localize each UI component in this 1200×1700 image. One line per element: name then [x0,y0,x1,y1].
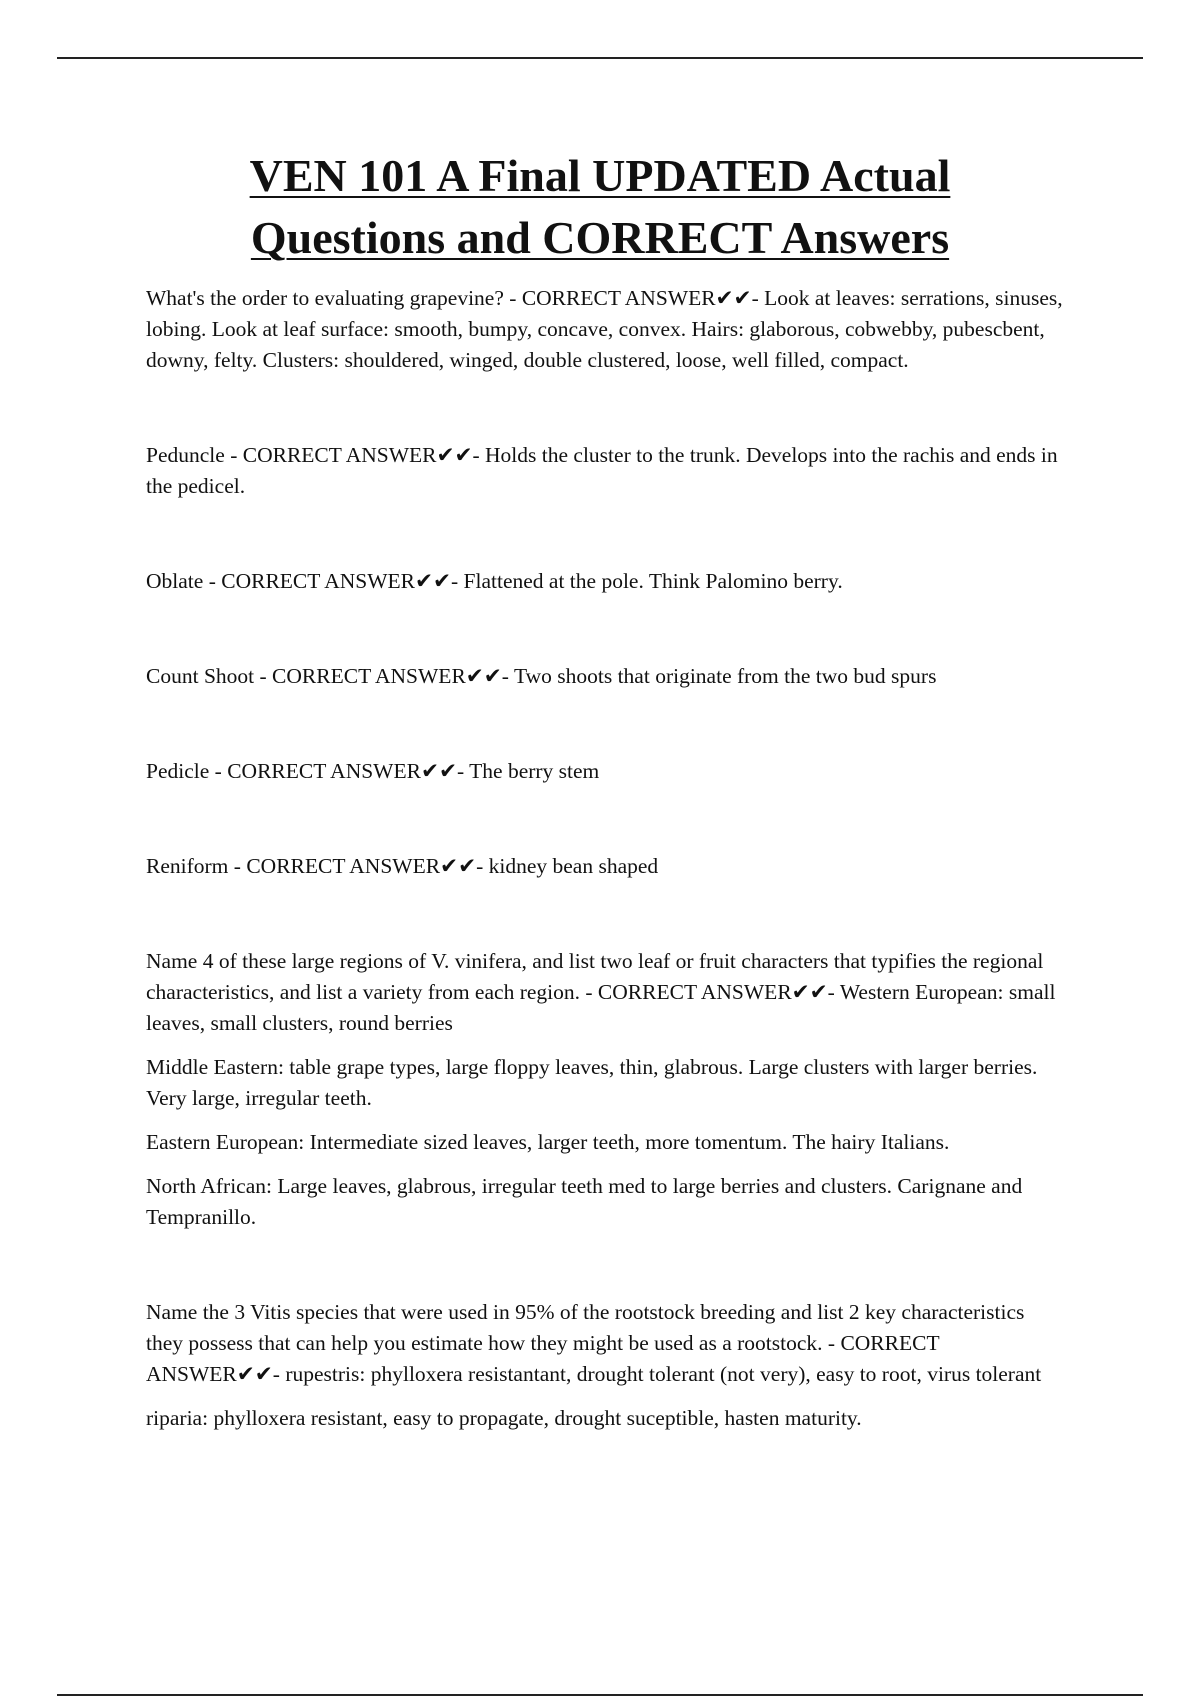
answer-text: Holds the cluster to the trunk. Develops into the rachis and ends in the pedicel. [146,443,1058,498]
qa-first-paragraph [146,851,1066,882]
title-line-2: Questions and CORRECT Answers [250,212,950,263]
answer-text: Two shoots that originate from the two bud spurs [513,664,937,688]
answer-text: Middle Eastern: table grape types, large floppy leaves, thin, glabrous. Large clusters with larger berries. Very large, irregular teeth. [146,1055,1038,1110]
correct-answer-label: CORRECT ANSWER✔✔- [521,286,765,310]
answer-text: North African: Large leaves, glabrous, irregular teeth med to large berries and clusters. Carignane and Tempranillo. [146,1174,1023,1229]
answer-text: Eastern European: Intermediate sized leaves, larger teeth, more tomentum. The hairy Italians. [146,1130,950,1154]
qa-item [146,661,1066,692]
qa-first-paragraph [146,1297,1066,1390]
qa-first-paragraph [146,566,1066,597]
question-text: Oblate [146,569,204,593]
qa-item [146,851,1066,882]
qa-list [146,283,1066,1498]
answer-continuation [146,1171,1066,1233]
qa-first-paragraph [146,756,1066,787]
answer-text: Look at leaves: serrations, sinuses, lobing. Look at leaf surface: smooth, bumpy, concave, convex. Hairs: glaborous, cobwebby, pubescbent, downy, felty. Clusters: shouldered, winged, double clustered, loose, well filled, compact. [146,286,1063,372]
qa-item [146,946,1066,1233]
qa-item [146,756,1066,787]
answer-continuation [146,1127,1066,1158]
question-text: Reniform [146,854,229,878]
qa-item [146,440,1066,502]
answer-text: kidney bean shaped [488,854,659,878]
top-rule [57,57,1143,59]
question-text: What's the order to evaluating grapevine? [146,286,504,310]
answer-text: riparia: phylloxera resistant, easy to propagate, drought suceptible, hasten maturity. [146,1406,862,1430]
separator: - [203,569,222,593]
answer-text: rupestris: phylloxera resistantant, drought tolerant (not very), easy to root, virus tolerant [285,1362,1042,1386]
correct-answer-label: CORRECT ANSWER✔✔- [272,664,514,688]
correct-answer-label: CORRECT ANSWER✔✔- [246,854,489,878]
question-text: Name the 3 Vitis species that were used in 95% of the rootstock breeding and list 2 key characteristics they possess that can help you estimate how they might be used as a rootstock. [146,1300,1025,1355]
question-text: Name 4 of these large regions of V. vinifera, and list two leaf or fruit characters that typifies the regional characteristics, and list a variety from each region. [146,949,1044,1004]
qa-item [146,1297,1066,1434]
correct-answer-label: CORRECT ANSWER✔✔- [221,569,464,593]
qa-first-paragraph [146,440,1066,502]
question-text: Pedicle [146,759,210,783]
correct-answer-label: CORRECT ANSWER✔✔- [597,980,840,1004]
title-line-1: VEN 101 A Final UPDATED Actual [249,150,951,201]
document-title [0,145,1200,269]
correct-answer-label: CORRECT ANSWER✔✔- [227,759,470,783]
qa-item [146,283,1066,376]
question-text: Peduncle [146,443,225,467]
answer-continuation [146,1052,1066,1114]
qa-item [146,566,1066,597]
separator: - [228,854,247,878]
bottom-rule [57,1694,1143,1696]
separator: - [254,664,273,688]
separator: - [580,980,598,1004]
correct-answer-label: CORRECT ANSWER✔✔- [146,1331,940,1386]
qa-first-paragraph [146,661,1066,692]
question-text: Count Shoot [146,664,255,688]
answer-text: Western European: small leaves, small clusters, round berries [146,980,1056,1035]
answer-text: The berry stem [469,759,600,783]
answer-continuation [146,1403,1066,1434]
separator: - [503,286,522,310]
answer-text: Flattened at the pole. Think Palomino berry. [463,569,843,593]
separator: - [209,759,228,783]
separator: - [822,1331,841,1355]
separator: - [224,443,243,467]
correct-answer-label: CORRECT ANSWER✔✔- [242,443,486,467]
qa-first-paragraph [146,946,1066,1039]
qa-first-paragraph [146,283,1066,376]
